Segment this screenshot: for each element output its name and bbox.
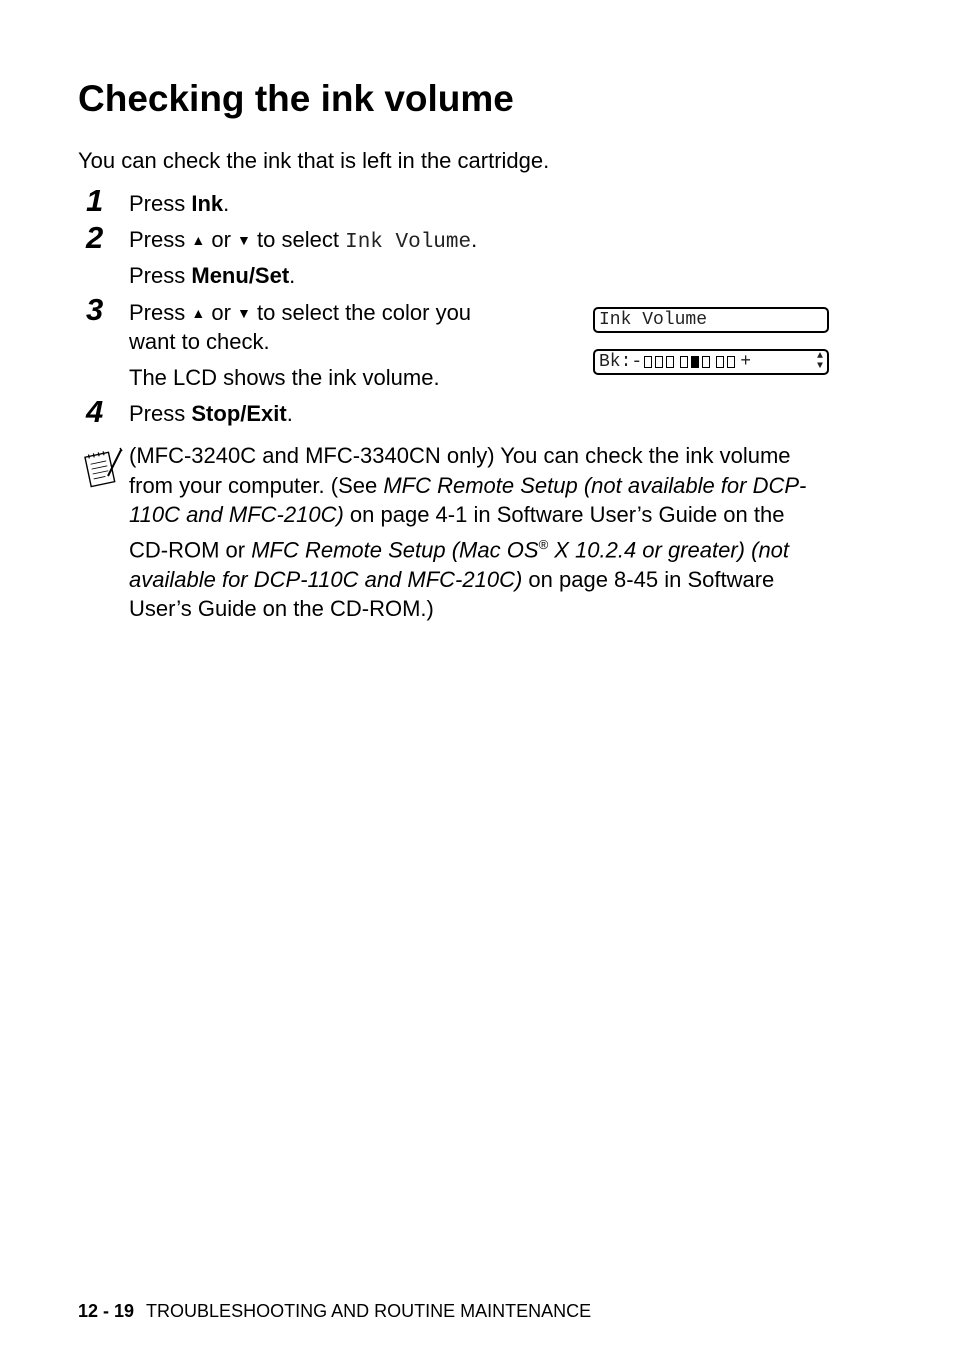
up-triangle-icon: ▲ (191, 232, 206, 248)
intro-text: You can check the ink that is left in the cartridge. (78, 148, 550, 173)
note-ref-2a: MFC Remote Setup (Mac OS (251, 537, 539, 563)
step-2-or: or (211, 227, 231, 252)
ink-key-label: Ink (191, 191, 224, 216)
registered-mark: ® (538, 536, 549, 552)
ink-level-segment (727, 356, 735, 368)
step-1-press: Press (129, 191, 186, 216)
menu-set-key-label: Menu/Set (191, 263, 290, 288)
down-triangle-icon: ▼ (237, 305, 251, 321)
page-title: Checking the ink volume (78, 78, 514, 119)
ink-level-segment (655, 356, 663, 368)
up-down-arrow-icon: ▲ ▼ (816, 351, 823, 372)
note-part-3: on page 8-45 in Software User’s Guide on the CD-ROM.) (129, 566, 775, 622)
step-2-period-2: . (289, 263, 296, 288)
lcd-line-2 (593, 349, 829, 375)
ink-level-segment (644, 356, 652, 368)
step-2-press: Press (129, 227, 186, 252)
lcd-plus: + (740, 352, 752, 372)
note-pad-icon (84, 446, 124, 495)
step-2-period: . (471, 227, 478, 252)
ink-level-segment (702, 356, 710, 368)
step-3-rest: to select the color you (257, 300, 472, 325)
ink-level-segment (691, 356, 699, 368)
lcd-bk-prefix: Bk:- (599, 352, 643, 372)
note-part-1: (MFC-3240C and MFC-3340CN only) You can check the ink volume from your computer. (See (129, 443, 791, 498)
step-3-or: or (211, 300, 231, 325)
stop-exit-key-label: Stop/Exit (191, 401, 287, 426)
ink-volume-menu-item: Ink Volume (345, 231, 472, 254)
step-4-press: Press (129, 401, 186, 426)
ink-level-segment (680, 356, 688, 368)
page-footer (78, 1301, 591, 1322)
step-3-press: Press (129, 300, 186, 325)
step-1-line (129, 191, 229, 217)
lcd-line-1: Ink Volume (593, 307, 829, 333)
step-4-period: . (286, 401, 293, 426)
note-ref-1: MFC Remote Setup (not available for DCP-110C and MFC-210C) (129, 472, 807, 528)
step-2-to-select: to select (257, 227, 339, 252)
down-triangle-icon: ▼ (237, 232, 251, 248)
step-3-line-3: The LCD shows the ink volume. (129, 365, 440, 390)
step-2-line (129, 227, 477, 254)
step-4-line (129, 401, 293, 427)
step-3-line-2: want to check. (129, 329, 270, 354)
note-part-2: on page 4-1 in Software User’s Guide on the CD-ROM or (129, 502, 785, 563)
step-number-4: 4 (86, 394, 104, 429)
step-3-line (129, 300, 471, 326)
note-text (129, 441, 829, 624)
step-number-2: 2 (86, 220, 104, 255)
step-2-press-2: Press (129, 263, 186, 288)
ink-level-gauge (644, 356, 738, 368)
ink-level-segment (666, 356, 674, 368)
step-2-line-2 (129, 263, 295, 289)
step-1-period: . (223, 191, 230, 216)
step-number-3: 3 (86, 292, 104, 327)
up-triangle-icon: ▲ (191, 305, 206, 321)
note-ref-2b: X 10.2.4 or greater) (not available for DCP-110C and MFC-210C) (129, 537, 790, 592)
page-number: 12 - 19 (78, 1301, 135, 1321)
section-name: TROUBLESHOOTING AND ROUTINE MAINTENANCE (146, 1301, 592, 1321)
ink-level-segment (716, 356, 724, 368)
step-number-1: 1 (86, 183, 104, 218)
